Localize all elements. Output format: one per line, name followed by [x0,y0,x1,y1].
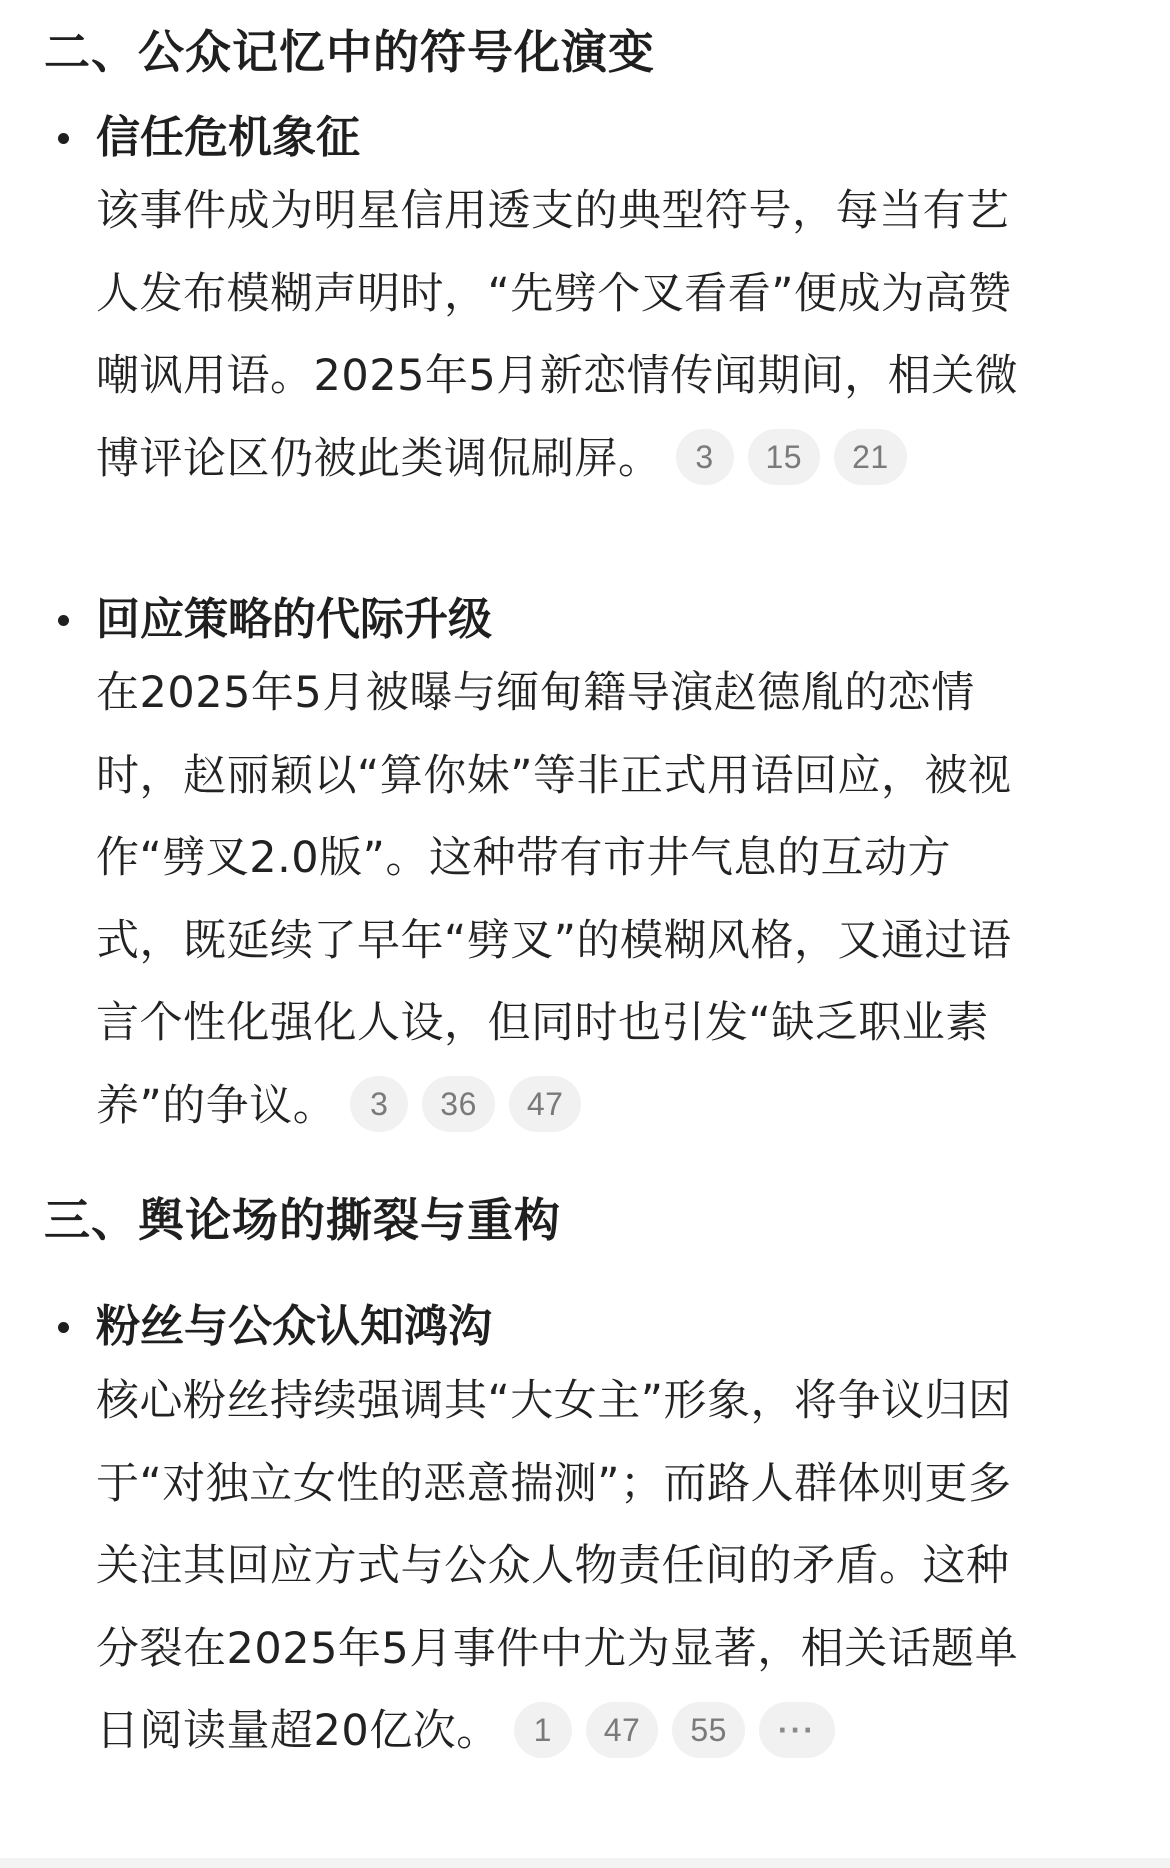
citation-chip[interactable]: 3 [676,429,734,485]
citation-chip[interactable]: 21 [834,429,907,485]
citation-chip[interactable]: 3 [350,1076,408,1132]
paragraph-line-with-citations [96,1065,1096,1148]
citation-chip[interactable]: 55 [672,1702,745,1758]
citation-chip[interactable]: 36 [422,1076,495,1132]
paragraph-line: 人发布模糊声明时，“先劈个叉看看”便成为高赞 [96,268,1012,319]
bullet-icon [58,133,69,144]
paragraph-line: 该事件成为明星信用透支的典型符号，每当有艺 [96,186,1010,236]
section-title: 三、舆论场的撕裂与重构 [44,1193,561,1247]
citation-chip[interactable]: 47 [586,1702,659,1758]
paragraph-line: 关注其回应方式与公众人物责任间的矛盾。这种 [96,1541,1010,1591]
bullet-icon [58,1322,69,1333]
paragraph-line: 核心粉丝持续强调其“大女主”形象，将争议归因 [96,1376,1012,1426]
paragraph-line: 养”的争议。 [96,1080,337,1131]
citation-chip[interactable]: 47 [509,1076,582,1132]
bullet-icon [58,615,69,626]
paragraph-line-with-citations [96,418,1096,501]
citation-chip[interactable]: 1 [514,1702,572,1758]
paragraph [96,652,1096,1147]
citation-chip[interactable]: 15 [748,429,821,485]
paragraph-line: 言个性化强化人设，但同时也引发“缺乏职业素 [96,998,989,1048]
paragraph-line: 于“对独立女性的恶意揣测”；而路人群体则更多 [96,1458,1012,1509]
paragraph [96,170,1096,500]
paragraph-line: 日阅读量超20亿次。 [96,1706,500,1756]
paragraph-line: 分裂在2025年5月事件中尤为显著，相关话题单 [96,1623,1019,1674]
paragraph-line: 嘲讽用语。2025年5月新恋情传闻期间，相关微 [96,351,1019,401]
paragraph-line: 作“劈叉2.0版”。这种带有市井气息的互动方 [96,833,951,883]
paragraph-line: 时，赵丽颖以“算你妹”等非正式用语回应，被视 [96,750,1012,801]
bullet-heading: 粉丝与公众认知鸿沟 [96,1301,492,1352]
paragraph-line: 式，既延续了早年“劈叉”的模糊风格，又通过语 [96,915,1012,966]
paragraph-line-with-citations [96,1690,1096,1773]
paragraph-line: 博评论区仍被此类调侃刷屏。 [96,433,662,484]
paragraph [96,1360,1096,1773]
section-title: 二、公众记忆中的符号化演变 [44,25,655,79]
paragraph-line: 在2025年5月被曝与缅甸籍导演赵德胤的恋情 [96,668,975,718]
bullet-heading: 信任危机象征 [96,112,360,163]
bullet-heading: 回应策略的代际升级 [96,594,492,645]
bottom-divider [0,1858,1170,1868]
more-citations-button[interactable]: ··· [759,1702,835,1758]
